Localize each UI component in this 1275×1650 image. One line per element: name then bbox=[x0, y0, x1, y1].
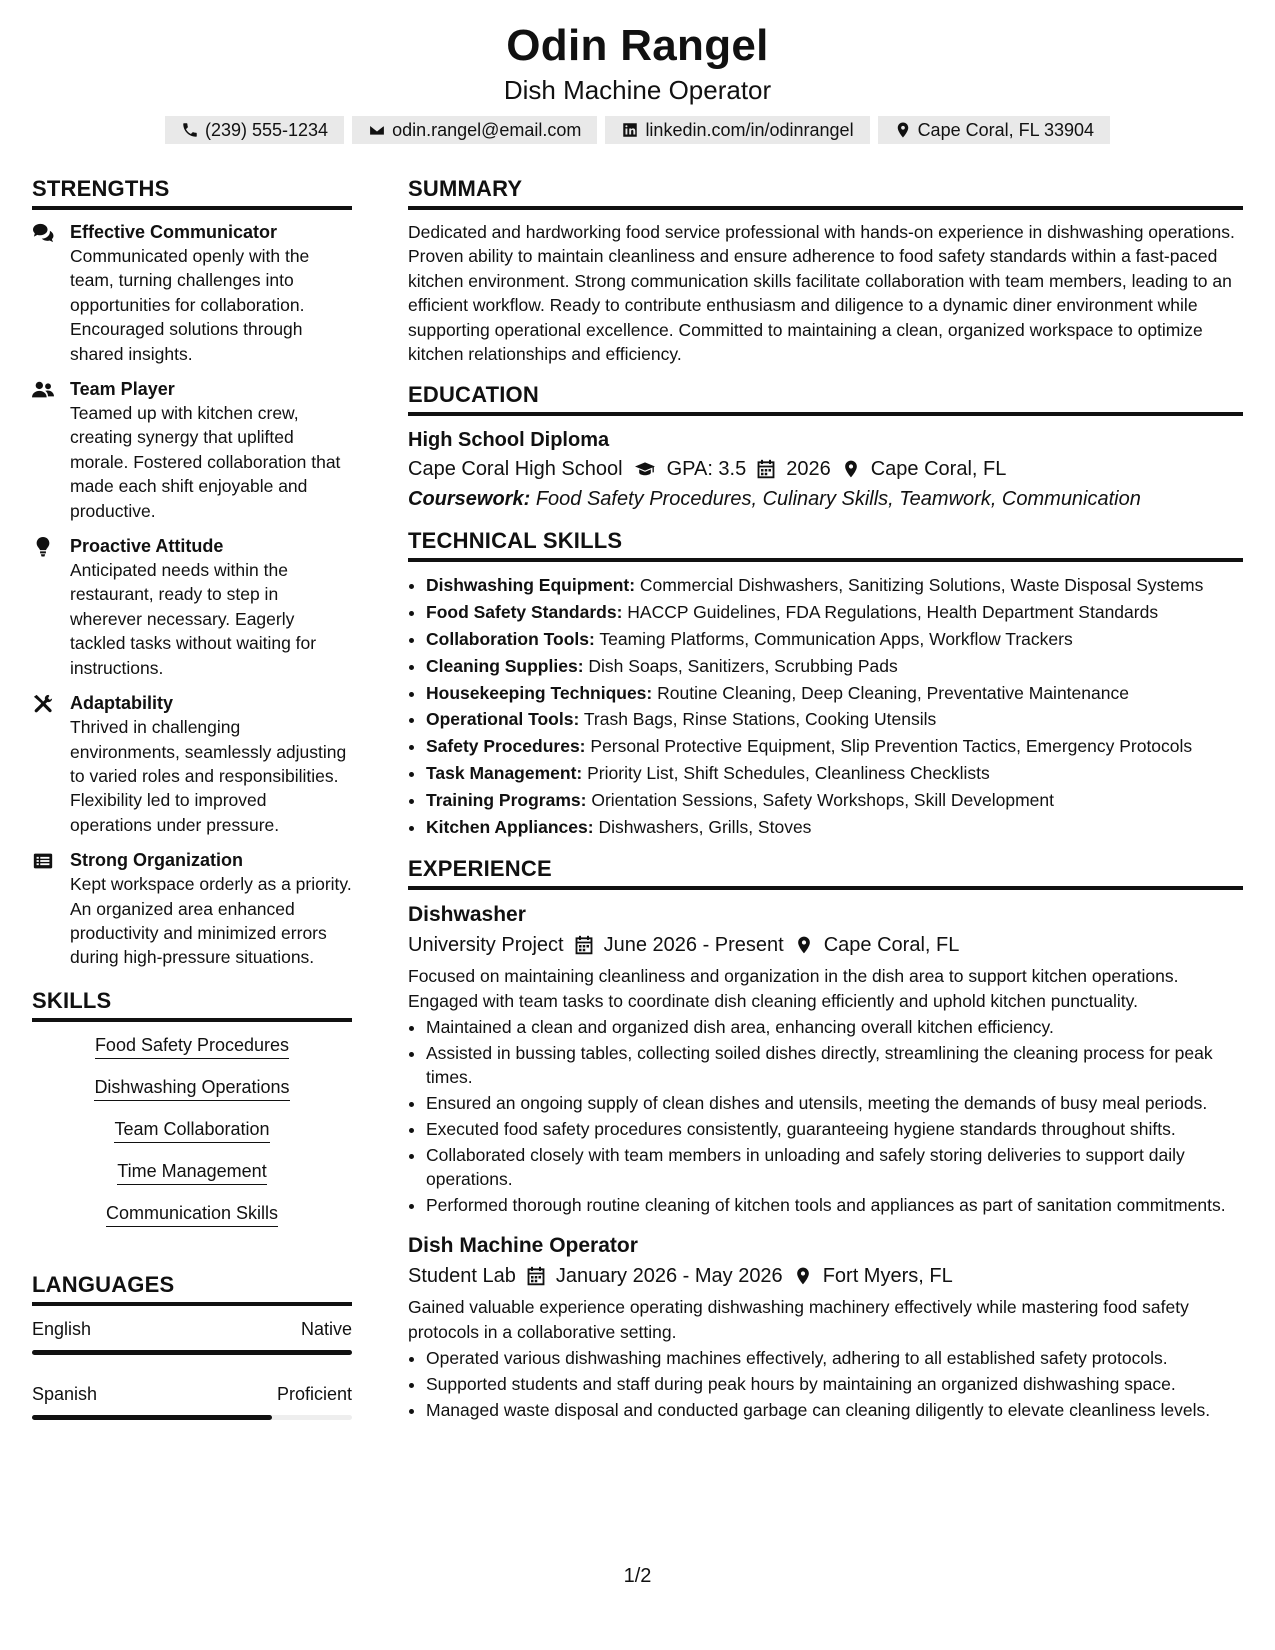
list-alt-icon bbox=[32, 851, 54, 871]
linkedin-icon bbox=[621, 121, 639, 139]
tech-skill-value: Dish Soaps, Sanitizers, Scrubbing Pads bbox=[588, 655, 898, 676]
resume-body bbox=[32, 174, 1243, 1446]
tech-skill-value: Orientation Sessions, Safety Workshops, Skill Development bbox=[591, 789, 1054, 810]
tech-skill-label: Training Programs: bbox=[426, 789, 587, 810]
list-item bbox=[426, 680, 1243, 707]
education-location: Cape Coral, FL bbox=[870, 458, 1007, 481]
lightbulb-icon bbox=[32, 537, 54, 557]
contact-linkedin-text: linkedin.com/in/odinrangel bbox=[645, 120, 854, 140]
tech-skill-label: Cleaning Supplies: bbox=[426, 655, 584, 676]
tech-skill-label: Kitchen Appliances: bbox=[426, 816, 594, 837]
tech-skill-label: Housekeeping Techniques: bbox=[426, 682, 653, 703]
strength-desc: Communicated openly with the team, turning challenges into opportunities for collaboration. Encouraged solutions through shared insights. bbox=[70, 246, 310, 364]
language-item bbox=[32, 1381, 352, 1420]
list-item: • Maintained a clean and organized dish area, enhancing overall kitchen efficiency. bbox=[426, 1015, 1243, 1039]
experience-title: Dishwasher bbox=[408, 903, 526, 927]
strength-desc: Kept workspace orderly as a priority. An organized area enhanced productivity and minimized errors during high-pressure situations. bbox=[70, 874, 352, 968]
education-heading: EDUCATION bbox=[408, 380, 1243, 416]
candidate-name: Odin Rangel bbox=[506, 21, 769, 70]
skills-heading: SKILLS bbox=[32, 986, 352, 1022]
list-item bbox=[426, 814, 1243, 841]
education-meta bbox=[408, 454, 1243, 484]
phone-icon bbox=[181, 121, 199, 139]
language-level: Proficient bbox=[276, 1383, 352, 1404]
language-proficiency-fill bbox=[32, 1350, 352, 1355]
comments-icon bbox=[32, 223, 54, 243]
language-name: Spanish bbox=[32, 1383, 98, 1404]
experience-meta bbox=[408, 1261, 1243, 1291]
strength-desc: Anticipated needs within the restaurant, ready to step in wherever necessary. Eagerly tackled tasks without waiting for instructions. bbox=[70, 560, 317, 678]
users-icon bbox=[32, 380, 54, 400]
list-item bbox=[426, 626, 1243, 653]
right-column bbox=[408, 174, 1243, 1446]
experience-location: Fort Myers, FL bbox=[822, 1265, 953, 1288]
calendar-icon bbox=[756, 459, 776, 479]
contact-linkedin[interactable] bbox=[605, 116, 869, 144]
language-proficiency-bar bbox=[32, 1350, 352, 1355]
education-coursework bbox=[408, 484, 1243, 514]
language-item bbox=[32, 1316, 352, 1355]
experience-entry bbox=[408, 900, 1243, 1217]
experience-location: Cape Coral, FL bbox=[823, 934, 960, 957]
tech-skill-label: Safety Procedures: bbox=[426, 736, 586, 757]
resume-header bbox=[0, 0, 1275, 144]
experience-entry bbox=[408, 1231, 1243, 1422]
coursework-list: Food Safety Procedures, Culinary Skills, Teamwork, Communication bbox=[535, 488, 1141, 511]
education-year: 2026 bbox=[786, 458, 831, 481]
tech-skill-value: Dishwashers, Grills, Stoves bbox=[598, 816, 812, 837]
tech-skill-value: Personal Protective Equipment, Slip Prevention Tactics, Emergency Protocols bbox=[590, 736, 1193, 757]
tech-skill-value: Commercial Dishwashers, Sanitizing Solutions, Waste Disposal Systems bbox=[639, 575, 1204, 596]
tech-skill-value: HACCP Guidelines, FDA Regulations, Health Department Standards bbox=[627, 602, 1159, 623]
strengths-heading: STRENGTHS bbox=[32, 174, 352, 210]
skill-tag: Team Collaboration bbox=[114, 1116, 269, 1143]
list-item bbox=[426, 653, 1243, 680]
experience-meta bbox=[408, 930, 1243, 960]
page-number: 1/2 bbox=[623, 1565, 652, 1587]
strength-desc: Thrived in challenging environments, seamlessly adjusting to varied roles and responsibilities. Flexibility led to improved operations under pressure. bbox=[70, 717, 347, 835]
list-item bbox=[426, 572, 1243, 599]
calendar-icon bbox=[574, 935, 594, 955]
skill-tag: Food Safety Procedures bbox=[95, 1032, 289, 1059]
envelope-icon bbox=[368, 121, 386, 139]
experience-dates: June 2026 - Present bbox=[603, 934, 784, 957]
list-item: • Assisted in bussing tables, collecting soiled dishes directly, streamlining the cleaning process for peak times. bbox=[426, 1041, 1243, 1090]
tech-skill-label: Dishwashing Equipment: bbox=[426, 575, 636, 596]
experience-desc: Gained valuable experience operating dishwashing machinery effectively while mastering food safety protocols in a collaborative setting. bbox=[408, 1297, 1189, 1342]
job-title: Dish Machine Operator bbox=[503, 75, 772, 105]
strength-item bbox=[32, 534, 352, 680]
strength-item bbox=[32, 691, 352, 837]
skill-tag: Communication Skills bbox=[106, 1200, 278, 1227]
strength-item bbox=[32, 377, 352, 523]
list-item bbox=[426, 760, 1243, 787]
skills-list bbox=[32, 1032, 352, 1242]
language-proficiency-bar bbox=[32, 1415, 352, 1420]
contact-email[interactable] bbox=[352, 116, 597, 144]
calendar-icon bbox=[526, 1266, 546, 1286]
tech-skill-label: Operational Tools: bbox=[426, 709, 580, 730]
language-level: Native bbox=[300, 1318, 352, 1339]
strength-title: Strong Organization bbox=[70, 850, 243, 871]
list-item: • Executed food safety procedures consistently, guaranteeing hygiene standards throughout shifts. bbox=[426, 1117, 1243, 1141]
list-item bbox=[426, 599, 1243, 626]
skill-tag: Dishwashing Operations bbox=[94, 1074, 289, 1101]
left-column bbox=[32, 174, 352, 1446]
contact-phone bbox=[165, 116, 344, 144]
map-pin-icon bbox=[841, 459, 861, 479]
tech-skill-label: Collaboration Tools: bbox=[426, 629, 595, 650]
contact-phone-text: (239) 555-1234 bbox=[204, 120, 329, 140]
tech-skill-value: Trash Bags, Rinse Stations, Cooking Utensils bbox=[583, 709, 937, 730]
tech-skill-value: Routine Cleaning, Deep Cleaning, Preventative Maintenance bbox=[657, 682, 1129, 703]
experience-desc: Focused on maintaining cleanliness and organization in the dish area to support kitchen operations. Engaged with team tasks to coordinate dish cleaning efficiently and uphold kitchen punctuality. bbox=[408, 966, 1179, 1011]
tools-icon bbox=[32, 694, 54, 714]
list-item: • Ensured an ongoing supply of clean dishes and utensils, meeting the demands of busy meal periods. bbox=[426, 1091, 1243, 1115]
contact-email-text: odin.rangel@email.com bbox=[392, 120, 582, 140]
strength-desc: Teamed up with kitchen crew, creating synergy that uplifted morale. Fostered collaboration that made each shift enjoyable and productive. bbox=[70, 403, 341, 521]
experience-bullets bbox=[408, 1346, 1243, 1422]
strength-item bbox=[32, 848, 352, 970]
experience-title: Dish Machine Operator bbox=[408, 1234, 638, 1258]
map-pin-icon bbox=[793, 1266, 813, 1286]
list-item: • Operated various dishwashing machines effectively, adhering to all established safety protocols. bbox=[426, 1346, 1243, 1370]
language-name: English bbox=[32, 1318, 92, 1339]
coursework-label: Coursework: bbox=[408, 488, 531, 511]
list-item bbox=[426, 706, 1243, 733]
technical-skills-list bbox=[408, 572, 1243, 840]
education-degree: High School Diploma bbox=[408, 429, 610, 452]
tech-skill-label: Food Safety Standards: bbox=[426, 602, 623, 623]
contact-bar bbox=[0, 116, 1275, 144]
languages-heading: LANGUAGES bbox=[32, 1270, 352, 1306]
skill-tag: Time Management bbox=[117, 1158, 266, 1185]
experience-heading: EXPERIENCE bbox=[408, 854, 1243, 890]
strength-title: Team Player bbox=[70, 379, 175, 400]
list-item bbox=[426, 733, 1243, 760]
strength-title: Proactive Attitude bbox=[70, 536, 224, 557]
list-item: • Collaborated closely with team members in unloading and safely storing deliveries to support daily operations. bbox=[426, 1143, 1243, 1192]
strength-title: Adaptability bbox=[70, 693, 174, 714]
tech-skill-label: Task Management: bbox=[426, 763, 583, 784]
summary-heading: SUMMARY bbox=[408, 174, 1243, 210]
education-gpa: GPA: 3.5 bbox=[666, 458, 747, 481]
language-proficiency-fill bbox=[32, 1415, 272, 1420]
strength-item bbox=[32, 220, 352, 366]
education-school: Cape Coral High School bbox=[408, 458, 623, 481]
summary-text: Dedicated and hardworking food service professional with hands-on experience in dishwashing operations. Proven ability to maintain cleanliness and ensure adherence to food safety standards within a fast-paced kitchen environment. Strong communication skills facilitate collaboration with team members, leading to an efficient workflow. Ready to contribute enthusiasm and diligence to a dynamic diner environment while supporting operational excellence. Committed to maintaining a clean, organized workspace to optimize kitchen relationships and efficiency. bbox=[408, 222, 1235, 365]
experience-org: University Project bbox=[408, 934, 564, 957]
experience-org: Student Lab bbox=[408, 1265, 516, 1288]
map-pin-icon bbox=[894, 121, 912, 139]
technical-skills-heading: TECHNICAL SKILLS bbox=[408, 526, 1243, 562]
list-item bbox=[426, 787, 1243, 814]
list-item: • Managed waste disposal and conducted garbage can cleaning diligently to elevate cleanliness levels. bbox=[426, 1398, 1243, 1422]
experience-dates: January 2026 - May 2026 bbox=[555, 1265, 783, 1288]
strength-title: Effective Communicator bbox=[70, 222, 278, 242]
map-pin-icon bbox=[794, 935, 814, 955]
graduation-cap-icon bbox=[633, 459, 657, 479]
contact-location bbox=[878, 116, 1110, 144]
tech-skill-value: Priority List, Shift Schedules, Cleanliness Checklists bbox=[587, 763, 990, 784]
list-item: • Supported students and staff during peak hours by maintaining an organized dishwashing space. bbox=[426, 1372, 1243, 1396]
list-item: • Performed thorough routine cleaning of kitchen tools and appliances as part of sanitation commitments. bbox=[426, 1193, 1243, 1217]
contact-location-text: Cape Coral, FL 33904 bbox=[917, 120, 1095, 140]
experience-bullets bbox=[408, 1015, 1243, 1218]
tech-skill-value: Teaming Platforms, Communication Apps, Workflow Trackers bbox=[599, 629, 1073, 650]
